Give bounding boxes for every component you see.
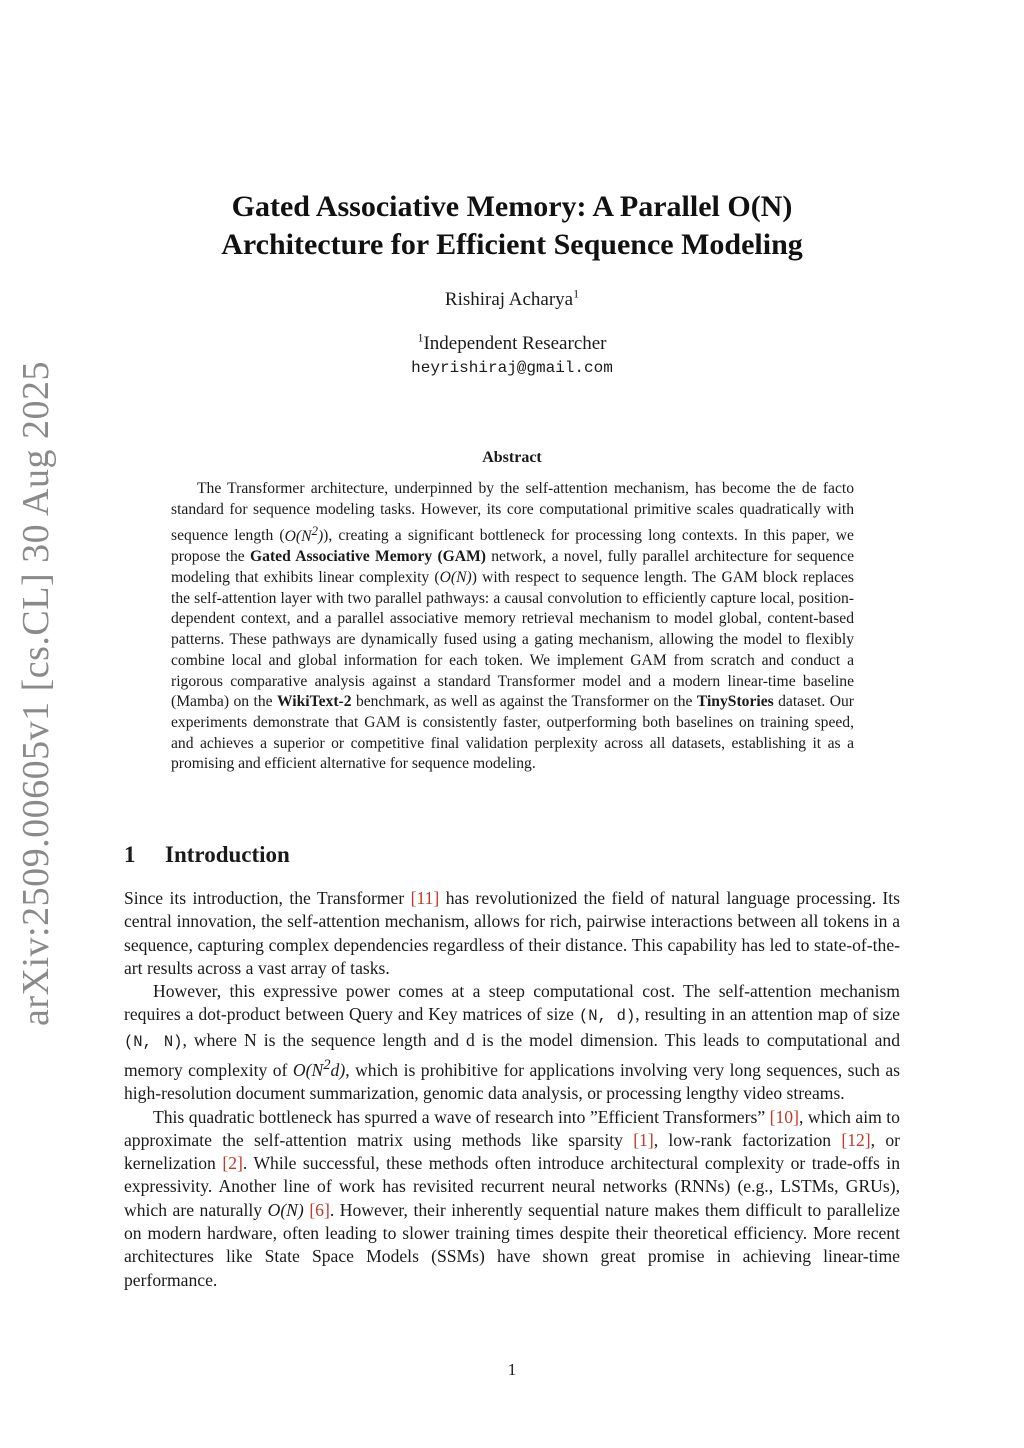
paragraph-1: Since its introduction, the Transformer [11] has revolutionized the field of natural language processing. Its central innovation, the self-attention mechanism, allows for rich, pairwise interactions between all tokens in a sequence, capturing complex dependencies regardless of their distance. This capability has led to state-of-the-art results across a vast array of tasks. xyxy=(124,888,900,978)
citation-link[interactable]: [10] xyxy=(769,1106,799,1127)
abstract-bold-wikitext: WikiText-2 xyxy=(276,693,352,711)
abstract-bold-tinystories: TinyStories xyxy=(696,693,774,711)
paragraph-3: This quadratic bottleneck has spurred a wave of research into ”Efficient Transformers” [10], which aim to approximate the self-attention matrix using methods like sparsity [1], low-rank factorization [12], or kernelization [2]. While successful, these methods often introduce architectural complexity or trade-offs in expressivity. Another line of work has revisited recurrent neural networks (RNNs) (e.g., LSTMs, GRUs), which are naturally O(N) [6]. However, their inherently sequential nature makes them difficult to parallelize on modern hardware, often leading to slower training times despite their theoretical efficiency. More recent architectures like State Space Models (SSMs) have shown great promise in achieving linear-time performance. xyxy=(124,1106,900,1290)
citation-link[interactable]: [6] xyxy=(309,1199,330,1220)
abstract-math-linear: O(N) xyxy=(439,569,472,586)
section-title: Introduction xyxy=(165,842,290,867)
section-heading-introduction xyxy=(124,840,290,870)
introduction-body xyxy=(124,887,900,1292)
inline-code: (N, N) xyxy=(124,1032,183,1051)
abstract-text-run: ) with respect to sequence length. The GAM block replaces the self-attention layer with two parallel pathways: a causal convolution to efficiently capture local, position-dependent context, and a parallel associative memory retrieval mechanism to model global, content-based patterns. These pathways are dynamically fused using a gating mechanism, allowing the model to flexibly combine local and global information for each token. We implement GAM from scratch and conduct a rigorous comparative analysis against a standard Transformer model and a modern linear-time baseline (Mamba) on the xyxy=(171,569,855,711)
paper-title xyxy=(124,188,900,264)
paper-title-line-2: Architecture for Efficient Sequence Modeling xyxy=(221,228,803,261)
affiliation-mark: 1 xyxy=(417,330,424,345)
abstract-bold-gam: Gated Associative Memory (GAM) xyxy=(250,548,486,566)
abstract-text-run: dataset. Our experiments demonstrate that GAM is consistently faster, outperforming both baselines on training speed, and achieves a superior or competitive final validation perplexity across all datasets, establishing it as a promising and efficient alternative for sequence modeling. xyxy=(171,693,855,773)
abstract-text-run: ), creating a significant bottleneck for processing long contexts. In this paper, we propose the xyxy=(171,527,854,566)
affiliation-name: Independent Researcher xyxy=(423,333,607,354)
citation-link[interactable]: [11] xyxy=(410,888,440,908)
author xyxy=(124,288,900,312)
affiliation xyxy=(124,332,900,356)
citation-link[interactable]: [12] xyxy=(841,1129,871,1150)
arxiv-identifier: arXiv:2509.00605v1 [cs.CL] 30 Aug 2025 xyxy=(15,361,57,1026)
citation-link[interactable]: [2] xyxy=(222,1153,243,1174)
author-name: Rishiraj Acharya xyxy=(444,289,574,310)
affiliation-block xyxy=(124,332,900,380)
citation-link[interactable]: [1] xyxy=(633,1129,654,1150)
author-affiliation-mark: 1 xyxy=(573,286,580,301)
section-number: 1 xyxy=(124,842,136,867)
inline-code: (N, d) xyxy=(578,1007,636,1026)
paragraph-2: However, this expressive power comes at a steep computational cost. The self-attention mechanism requires a dot-product between Query and Key matrices of size (N, d), resulting in an attention map of size (N, N), where N is the sequence length and d is the model dimension. This leads to computational and memory complexity of $O(N^2d)$, which is prohibitive for applications involving very long sequences, such as high-resolution document summarization, genomic data analysis, or processing lengthy video streams. xyxy=(124,981,901,1104)
abstract-text-run: benchmark, as well as against the Transformer on the xyxy=(351,693,697,711)
page-number: 1 xyxy=(507,1360,517,1379)
abstract-heading: Abstract xyxy=(482,449,542,466)
author-email[interactable]: heyrishiraj@gmail.com xyxy=(411,359,613,377)
abstract-math-quadratic: $O(N^2)$ xyxy=(284,522,324,545)
paper-title-line-1: Gated Associative Memory: A Parallel O(N) xyxy=(231,190,793,223)
abstract-text-run: The Transformer architecture, underpinned by the self-attention mechanism, has become the de facto standard for sequence modeling tasks. However, its core computational primitive scales quadratically with sequence length ( xyxy=(171,480,854,545)
abstract-text xyxy=(171,479,854,775)
inline-math: O(N) xyxy=(267,1199,304,1220)
inline-math: $O(N^2d)$ xyxy=(292,1057,346,1080)
abstract-text-run: network, a novel, fully parallel architecture for sequence modeling that exhibits linear complexity ( xyxy=(171,548,854,586)
